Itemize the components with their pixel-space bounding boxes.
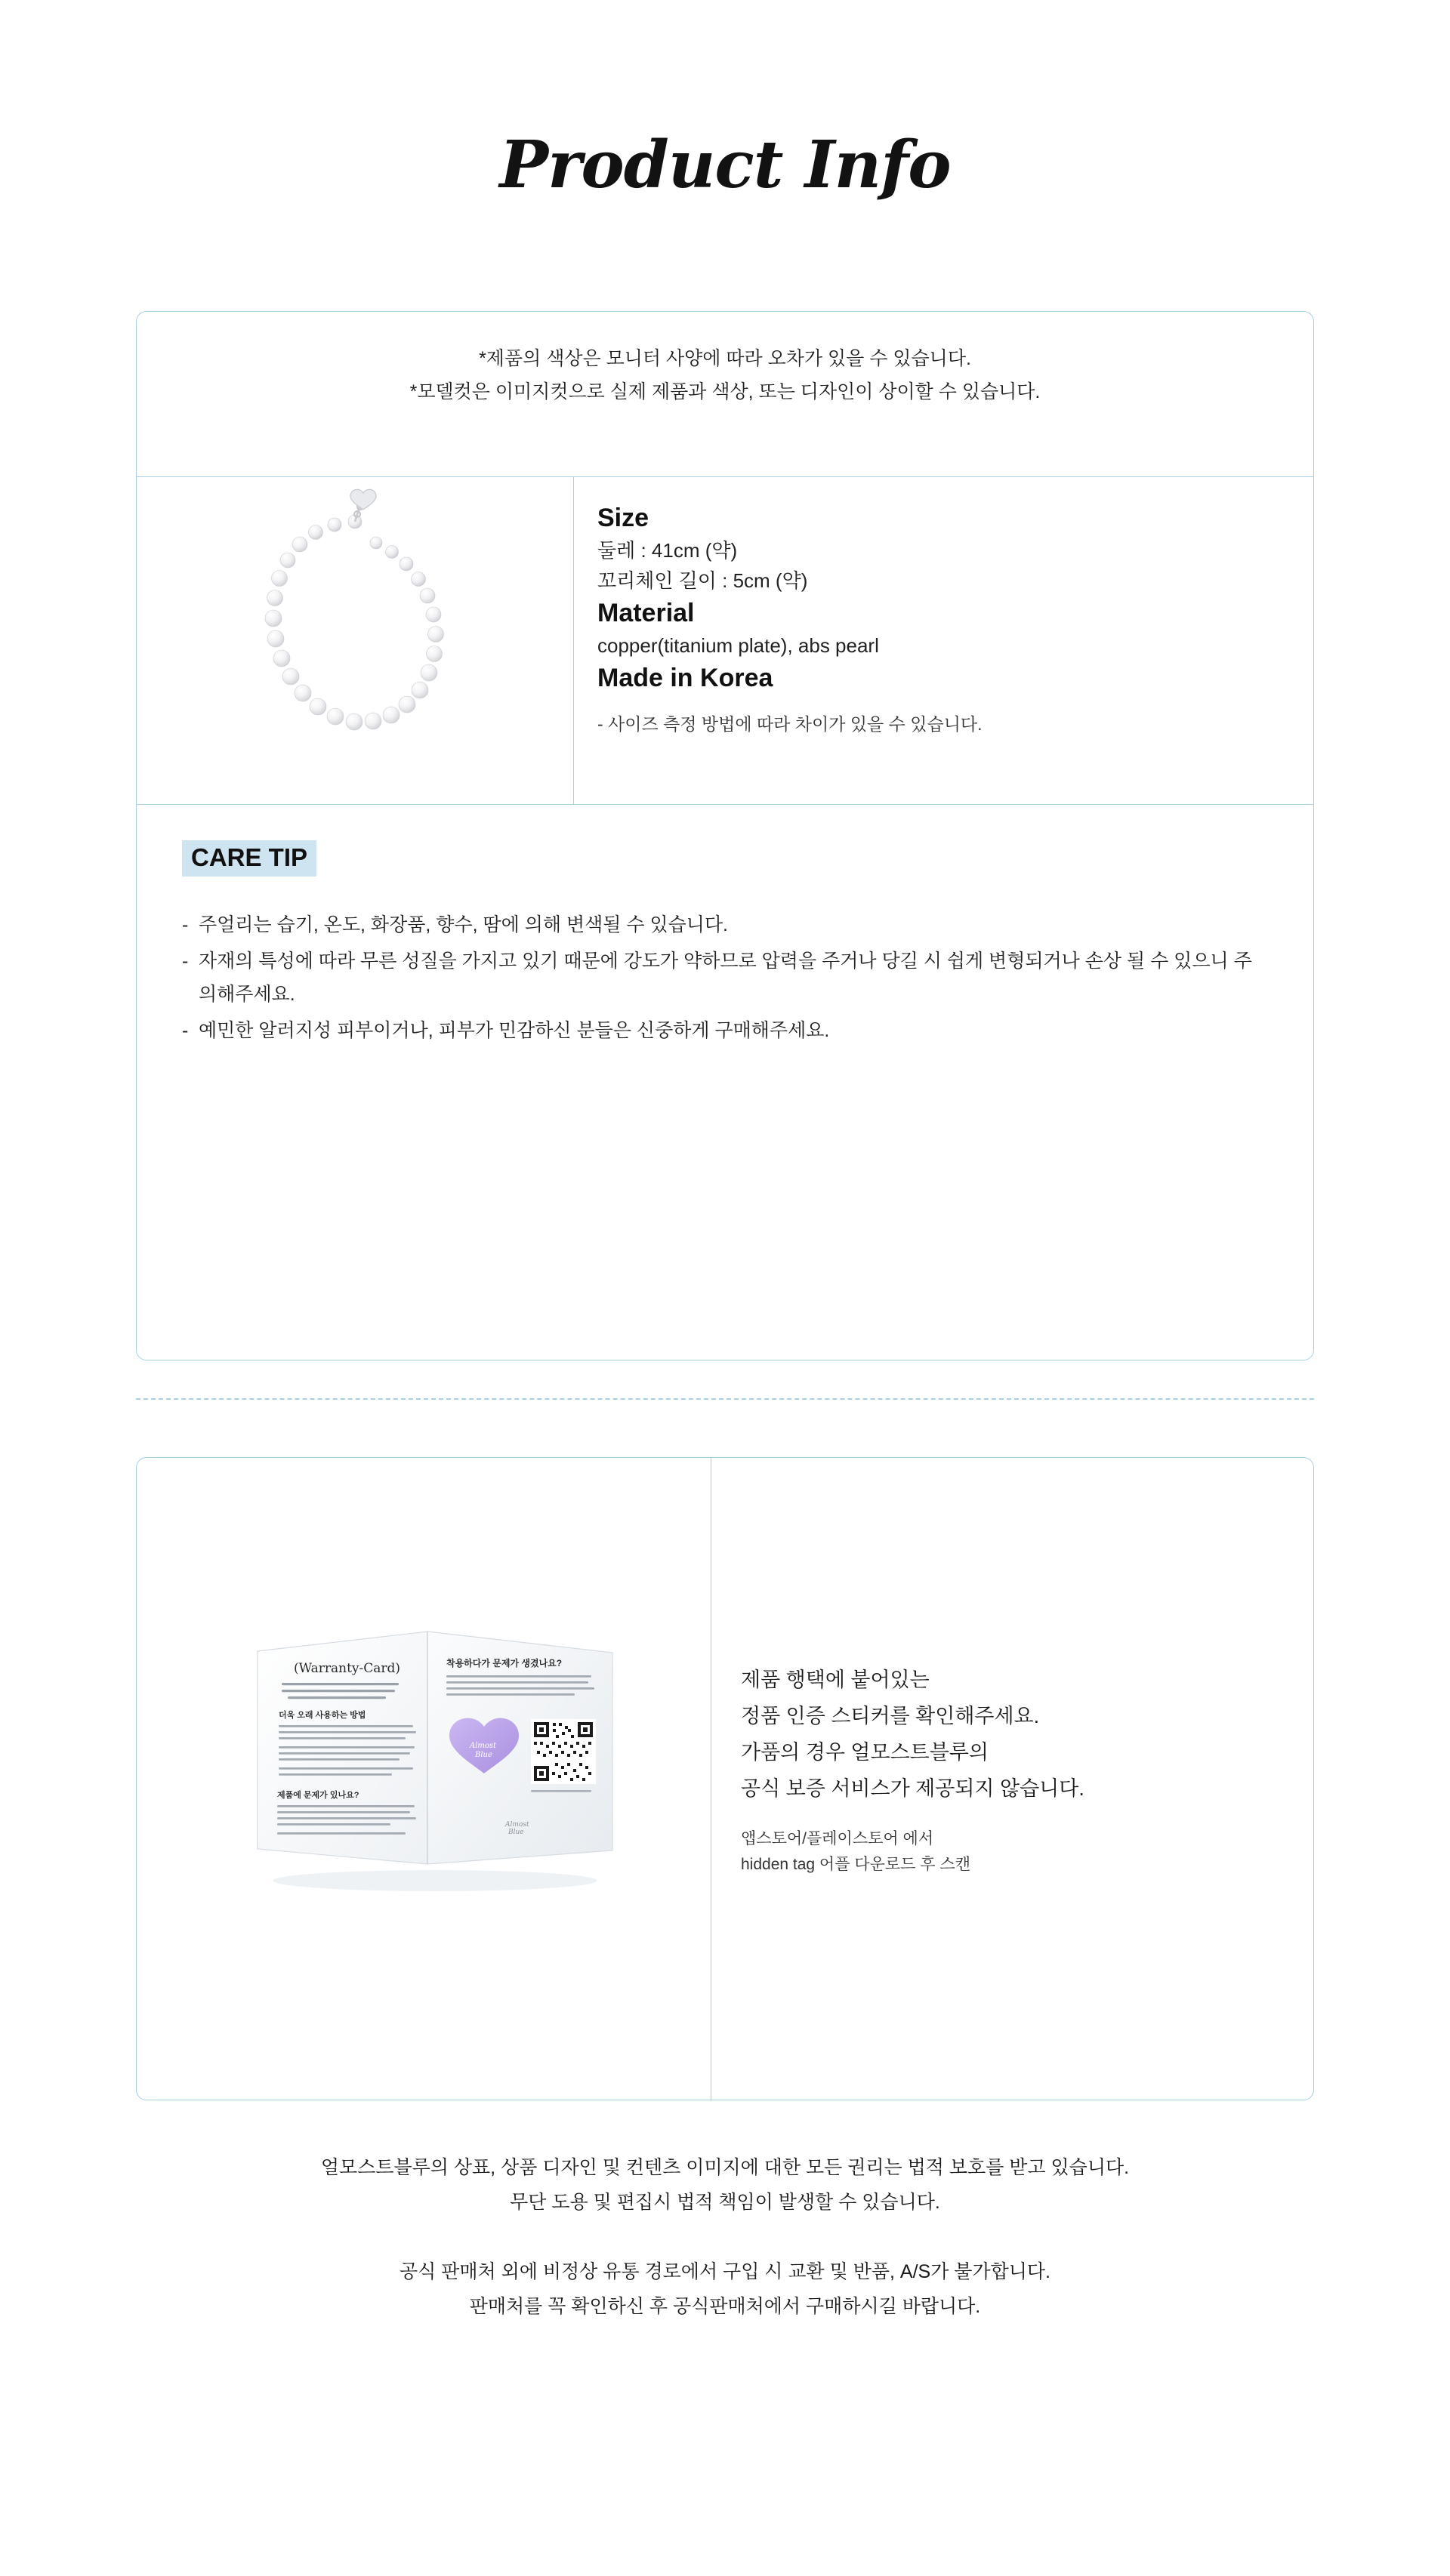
warranty-card bbox=[136, 1457, 1314, 2100]
size-circumference: 둘레 : 41cm (약) bbox=[597, 539, 738, 562]
warranty-line-1: 제품 행택에 붙어있는 bbox=[741, 1669, 930, 1691]
svg-text:Almost: Almost bbox=[505, 1821, 529, 1829]
warranty-line-3: 가품의 경우 얼모스트블루의 bbox=[741, 1741, 989, 1764]
notice-line-2: *모델컷은 이미지컷으로 실제 제품과 색상, 또는 디자인이 상이할 수 있습니다. bbox=[409, 381, 1041, 402]
size-note: - 사이즈 측정 방법에 따라 차이가 있을 수 있습니다. bbox=[597, 714, 983, 734]
divider-middle bbox=[137, 804, 1313, 805]
warranty-app-line-1: 앱스토어/플레이스토어 에서 bbox=[741, 1830, 934, 1847]
svg-text:착용하다가 문제가 생겼나요?: 착용하다가 문제가 생겼나요? bbox=[446, 1658, 563, 1669]
care-tip-item: - 자재의 특성에 따라 무른 성질을 가지고 있기 때문에 강도가 약하므로 압력을 주거나 당길 시 쉽게 변형되거나 손상 될 수 있으니 주의해주세요. bbox=[179, 944, 1266, 1011]
care-tip-list bbox=[179, 908, 1266, 1050]
spec-list bbox=[597, 501, 1277, 739]
size-tail-chain: 꼬리체인 길이 : 5cm (약) bbox=[597, 569, 808, 592]
size-heading: Size bbox=[597, 504, 649, 532]
svg-text:Blue: Blue bbox=[508, 1829, 524, 1836]
svg-text:제품에 문제가 있나요?: 제품에 문제가 있나요? bbox=[277, 1791, 359, 1800]
divider-vertical bbox=[573, 476, 574, 804]
notice-line-1: *제품의 색상은 모니터 사양에 따라 오차가 있을 수 있습니다. bbox=[479, 348, 971, 369]
care-tip-item: - 예민한 알러지성 피부이거나, 피부가 민감하신 분들은 신중하게 구매해주세요. bbox=[179, 1014, 1266, 1047]
warranty-app-line-2: hidden tag 어플 다운로드 후 스캔 bbox=[741, 1856, 971, 1873]
footer-line-3: 공식 판매처 외에 비정상 유통 경로에서 구입 시 교환 및 반품, A/S가 불가합니다. bbox=[399, 2261, 1051, 2282]
footer-line-4: 판매처를 꼭 확인하신 후 공식판매처에서 구매하시길 바랍니다. bbox=[469, 2296, 981, 2317]
svg-text:(Warranty-Card): (Warranty-Card) bbox=[294, 1661, 401, 1676]
svg-text:더욱 오래 사용하는 방법: 더욱 오래 사용하는 방법 bbox=[279, 1711, 366, 1720]
warranty-line-2: 정품 인증 스티커를 확인해주세요. bbox=[741, 1705, 1040, 1727]
dashed-separator bbox=[136, 1398, 1314, 1400]
material-value: copper(titanium plate), abs pearl bbox=[597, 634, 879, 657]
footer-gap bbox=[0, 2220, 1450, 2254]
svg-text:Almost: Almost bbox=[470, 1742, 497, 1750]
made-in-heading: Made in Korea bbox=[597, 664, 773, 692]
footer-line-1: 얼모스트블루의 상표, 상품 디자인 및 컨텐츠 이미지에 대한 모든 권리는 법적 보호를 받고 있습니다. bbox=[320, 2157, 1130, 2178]
product-info-card bbox=[136, 311, 1314, 1360]
material-heading: Material bbox=[597, 599, 695, 627]
page-title: Product Info bbox=[499, 127, 951, 203]
warranty-text-block bbox=[741, 1662, 1270, 1878]
warranty-booklet-image bbox=[235, 1600, 643, 1924]
color-notice bbox=[137, 342, 1313, 408]
legal-footer bbox=[0, 2150, 1450, 2324]
product-image bbox=[137, 476, 573, 804]
footer-line-2: 무단 도용 및 편집시 법적 책임이 발생할 수 있습니다. bbox=[510, 2192, 940, 2213]
care-tip-item: - 주얼리는 습기, 온도, 화장품, 향수, 땀에 의해 변색될 수 있습니다. bbox=[179, 908, 1266, 941]
svg-text:Blue: Blue bbox=[475, 1751, 492, 1759]
care-tip-label: CARE TIP bbox=[182, 840, 316, 877]
warranty-line-4: 공식 보증 서비스가 제공되지 않습니다. bbox=[741, 1777, 1084, 1800]
